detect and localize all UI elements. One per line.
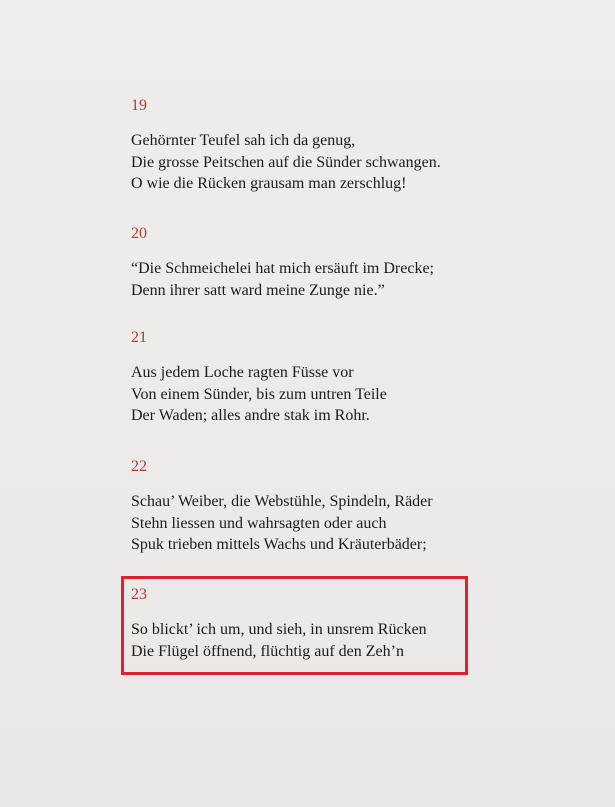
verse-line: Von einem Sünder, bis zum untren Teile [131, 385, 387, 403]
stanza-number: 20 [131, 225, 147, 242]
verse-line: Schau’ Weiber, die Webstühle, Spindeln, Räder [131, 493, 433, 510]
stanza-number: 19 [131, 97, 147, 114]
stanza-19 [131, 98, 471, 195]
verse-line: Denn ihrer satt ward meine Zunge nie.” [131, 281, 385, 299]
stanza-number: 21 [131, 329, 147, 346]
stanza-lines [131, 619, 471, 662]
stanza-20 [131, 226, 471, 301]
verse-line: Die grosse Peitschen auf die Sünder schwangen. [131, 153, 441, 171]
verse-line: Gehörnter Teufel sah ich da genug, [131, 132, 356, 149]
stanza-number: 22 [131, 458, 147, 475]
stanza-lines [131, 362, 471, 427]
stanza-lines [131, 130, 471, 195]
verse-line: So blickt’ ich um, und sieh, in unsrem Rücken [131, 621, 427, 638]
stanza-22 [131, 459, 471, 556]
verse-line: Stehn liessen und wahrsagten oder auch [131, 514, 387, 532]
stanza-21 [131, 330, 471, 427]
stanza-number: 23 [131, 586, 147, 603]
verse-line: Der Waden; alles andre stak im Rohr. [131, 407, 370, 424]
stanza-lines [131, 491, 471, 556]
stanza-lines [131, 258, 471, 301]
verse-line: “Die Schmeichelei hat mich ersäuft im Drecke; [131, 260, 434, 277]
verse-line: O wie die Rücken grausam man zerschlug! [131, 175, 407, 192]
verse-line: Aus jedem Loche ragten Füsse vor [131, 364, 354, 381]
verse-line: Spuk trieben mittels Wachs und Kräuterbäder; [131, 536, 427, 553]
stanza-23 [131, 587, 471, 662]
verse-line: Die Flügel öffnend, flüchtig auf den Zeh’n [131, 642, 404, 660]
